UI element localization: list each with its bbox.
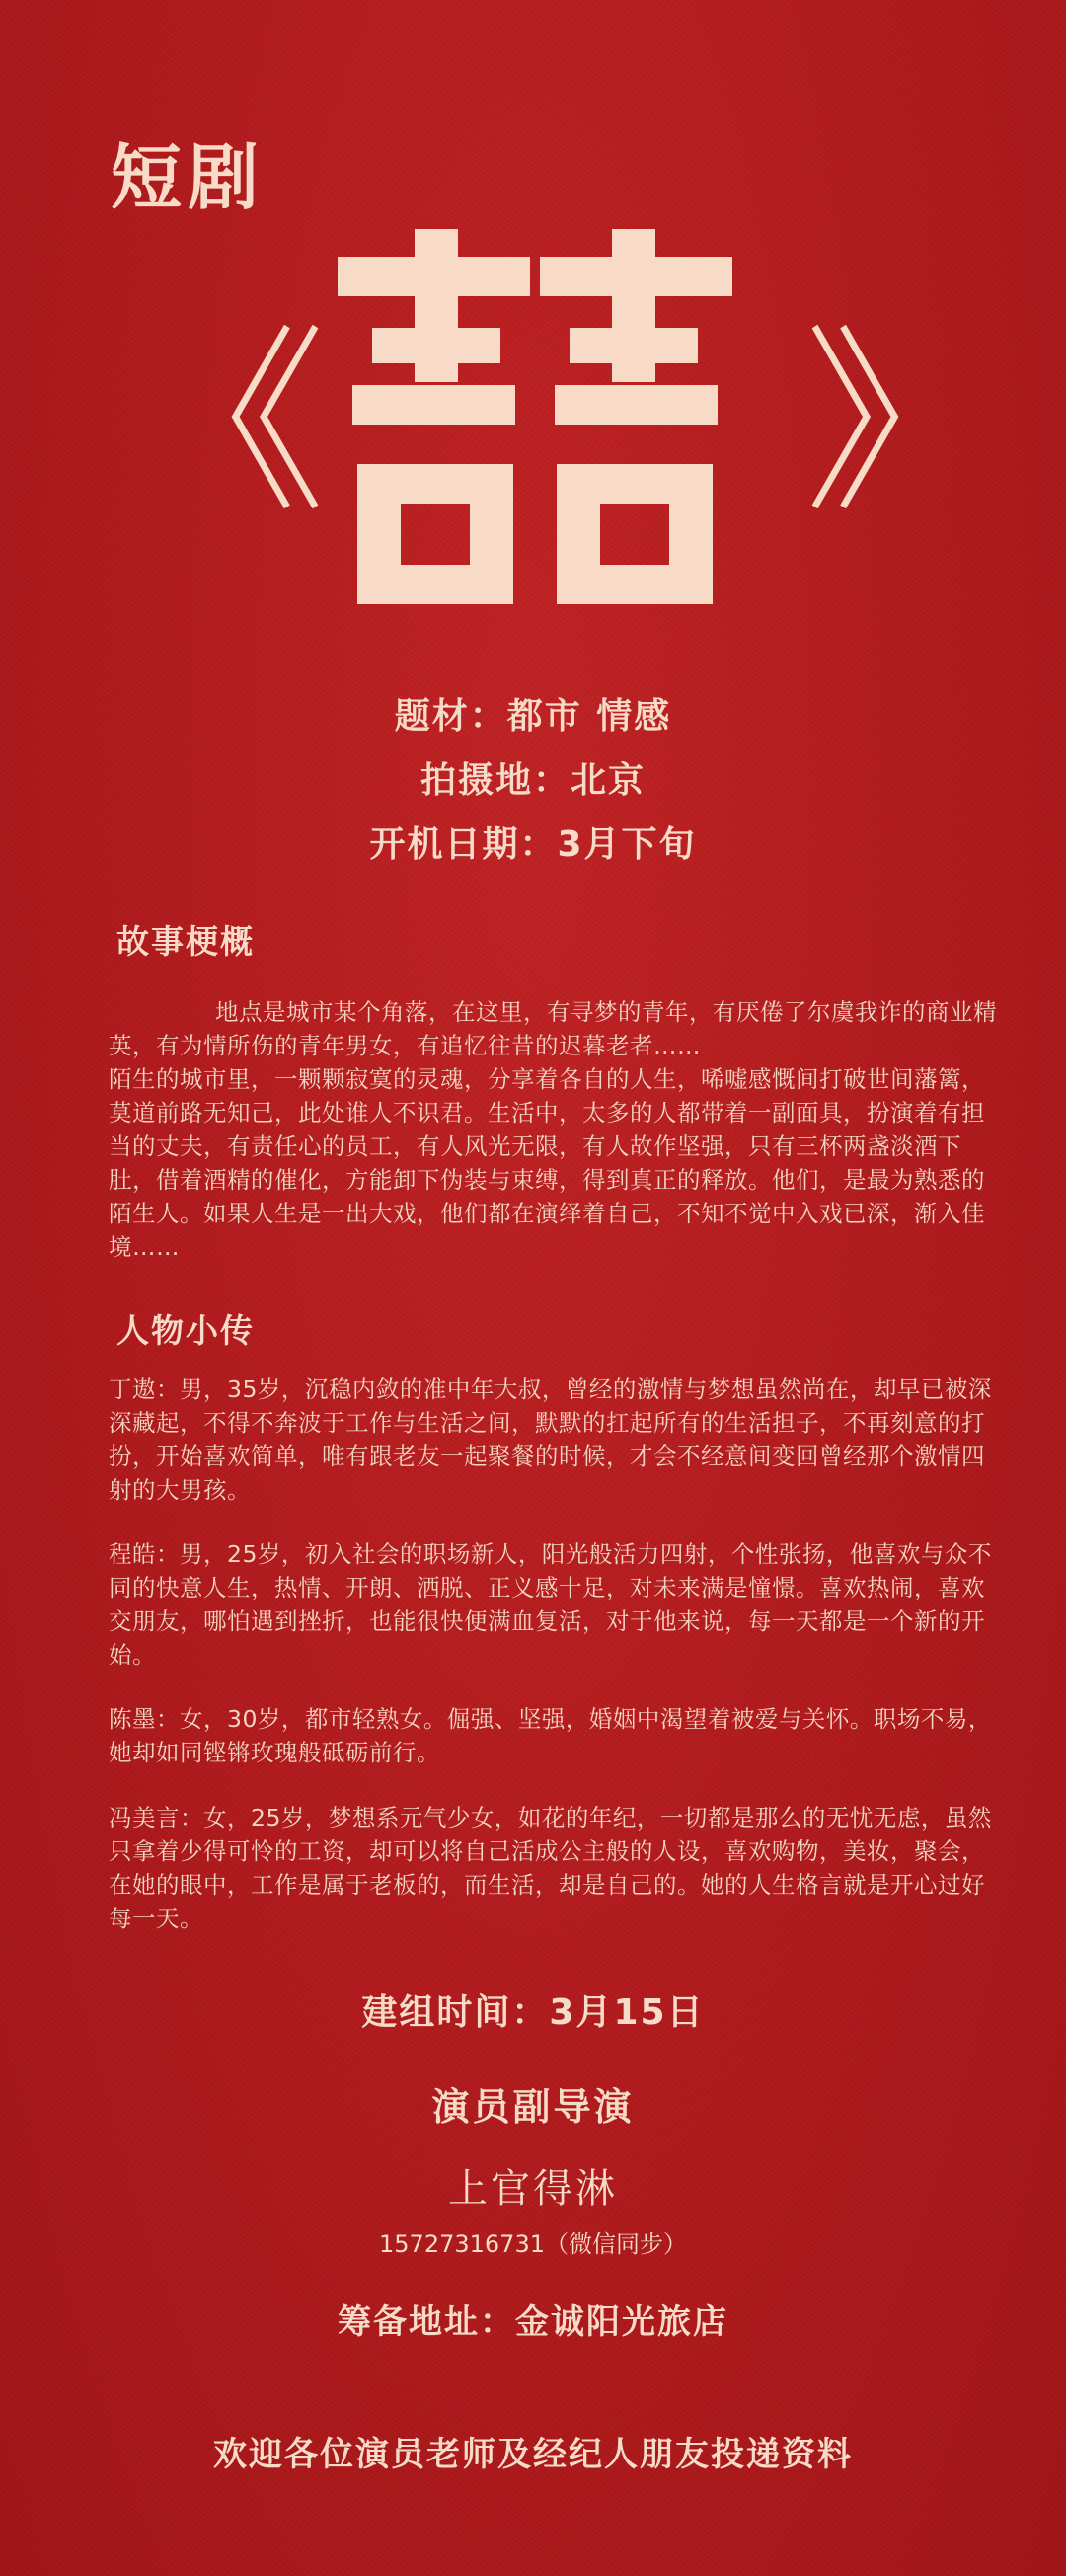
role-title: 演员副导演 (431, 2085, 635, 2129)
crew-time: 建组时间：3月15日 (361, 1992, 705, 2033)
contact-name: 上官得淋 (448, 2166, 618, 2212)
title-xi-glyph (338, 229, 732, 604)
prep-address: 筹备地址：金诚阳光旅店 (338, 2303, 728, 2342)
synopsis-paragraph: 陌生的城市里，一颗颗寂寞的灵魂，分享着各自的人生，唏嘘感慨间打破世间藩篱，莫道前路无知己，此处谁人不识君。生活中，太多的人都带着一副面具，扮演着有担当的丈夫，有责任心的员工，有人风光无限，有人故作坚强，只有三杯两盏淡酒下肚，借着酒精的催化，方能卸下伪装与束缚，得到真正的释放。他们，是最为熟悉的陌生人。如果人生是一出大戏，他们都在演绎着自己，不知不觉中入戏已深，渐入佳境…… (109, 1065, 985, 1261)
start-date-line: 开机日期：3月下旬 (369, 824, 697, 865)
short-drama-label: 短剧 (111, 136, 266, 219)
characters-heading: 人物小传 (116, 1311, 255, 1350)
character-bio: 丁遨：男，35岁，沉稳内敛的准中年大叔，曾经的激情与梦想虽然尚在，却早已被深深藏起，不得不奔波于工作与生活之间，默默的扛起所有的生活担子，不再刻意的打扮，开始喜欢简单，唯有跟老友一起聚餐的时候，才会不经意间变回曾经那个激情四射的大男孩。 (109, 1375, 992, 1504)
contact-phone: 15727316731（微信同步） (379, 2230, 687, 2258)
theme-line: 题材：都市 情感 (394, 696, 672, 737)
character-bio: 程皓：男，25岁，初入社会的职场新人，阳光般活力四射，个性张扬，他喜欢与众不同的快意人生，热情、开朗、洒脱、正义感十足，对未来满是憧憬。喜欢热闹，喜欢交朋友，哪怕遇到挫折，也能很快便满血复活，对于他来说，每一天都是一个新的开始。 (109, 1540, 992, 1669)
synopsis-paragraph: 地点是城市某个角落，在这里，有寻梦的青年，有厌倦了尔虞我诈的商业精英，有为情所伤的青年男女，有追忆往昔的迟暮老者…… (109, 998, 997, 1059)
title-close-bracket: 》 (804, 309, 1003, 539)
character-bio: 冯美言：女，25岁，梦想系元气少女，如花的年纪，一切都是那么的无忧无虑，虽然只拿着少得可怜的工资，却可以将自己活成公主般的人设，喜欢购物，美妆，聚会，在她的眼中，工作是属于老板的，而生活，却是自己的。她的人生格言就是开心过好每一天。 (109, 1804, 992, 1932)
location-line: 拍摄地：北京 (419, 760, 646, 801)
character-bio: 陈墨：女，30岁，都市轻熟女。倔强、坚强，婚姻中渴望着被爱与关怀。职场不易，她却如同铿锵玫瑰般砥砺前行。 (109, 1705, 992, 1766)
title-open-bracket: 《 (128, 309, 327, 539)
welcome-line: 欢迎各位演员老师及经纪人朋友投递资料 (213, 2435, 853, 2474)
synopsis-heading: 故事梗概 (116, 922, 255, 961)
